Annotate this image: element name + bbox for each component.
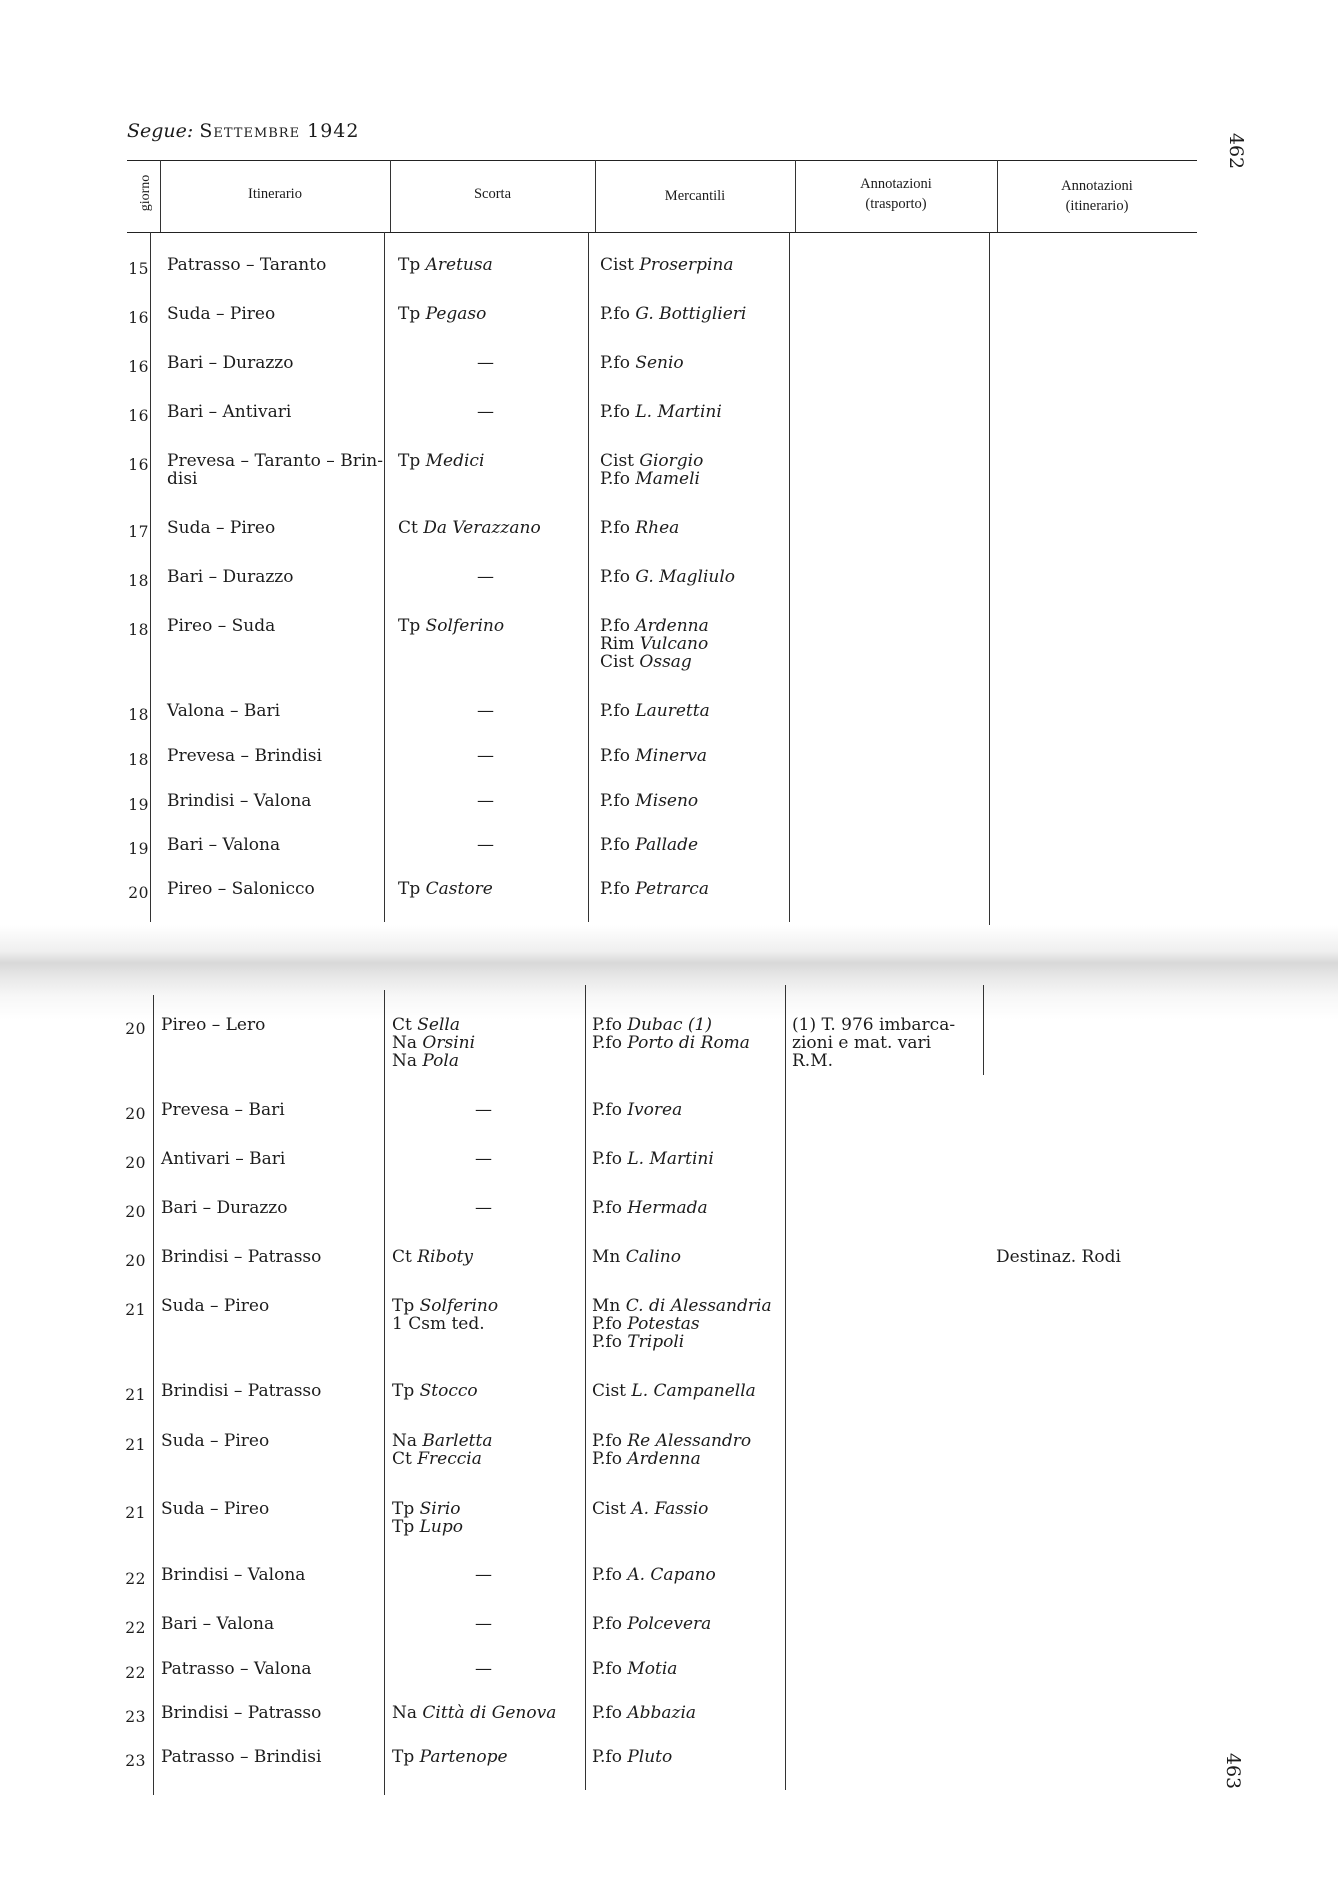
itinerary-cell: Bari – Valona <box>161 1614 275 1634</box>
merchant-ship-name: Giorgio <box>639 451 704 471</box>
escort-type: 1 Csm ted. <box>392 1314 485 1334</box>
itinerary-cell: Bari – Durazzo <box>161 1198 288 1218</box>
merchant-cell <box>600 747 707 765</box>
merchant-line <box>592 1333 772 1351</box>
merchant-cell <box>600 354 684 372</box>
col-divider <box>789 232 790 922</box>
merchant-type: P.fo <box>592 1198 622 1218</box>
col-header-ann-trasporto-line2: (trasporto) <box>865 196 927 212</box>
escort-cell <box>392 1748 508 1766</box>
merchant-ship-name: G. Bottiglieri <box>635 304 747 324</box>
merchant-line <box>592 1660 677 1678</box>
escort-line <box>392 1748 508 1766</box>
merchant-ship-name: Hermada <box>627 1198 708 1218</box>
merchant-cell <box>600 880 709 898</box>
merchant-ship-name: Mameli <box>635 469 700 489</box>
merchant-type: P.fo <box>592 1659 622 1679</box>
merchant-line <box>600 880 709 898</box>
itinerary-cell: Prevesa – Taranto – Brin- disi <box>167 451 383 489</box>
merchant-line <box>592 1034 750 1052</box>
escort-ship-name: Barletta <box>422 1431 493 1451</box>
col-divider <box>588 232 589 922</box>
merchant-cell <box>600 452 703 488</box>
escort-line <box>392 1518 463 1536</box>
merchant-cell <box>592 1297 772 1351</box>
escort-cell <box>392 1704 556 1722</box>
page-title <box>127 120 359 142</box>
merchant-line <box>600 702 710 720</box>
merchant-cell <box>592 1432 751 1468</box>
itinerary-cell: Pireo – Salonicco <box>167 879 315 899</box>
escort-cell <box>398 452 484 470</box>
day-cell: 21 <box>125 1386 146 1404</box>
escort-type: Na <box>392 1051 418 1071</box>
no-escort-dash: — <box>475 1659 492 1679</box>
merchant-cell <box>592 1615 711 1633</box>
escort-type: Tp <box>398 616 421 636</box>
escort-cell <box>392 1432 492 1468</box>
merchant-line <box>600 470 703 488</box>
header-bottom-rule <box>127 232 1197 233</box>
merchant-cell <box>600 836 698 854</box>
escort-type: Tp <box>392 1296 415 1316</box>
merchant-ship-name: Re Alessandro <box>627 1431 752 1451</box>
merchant-line <box>592 1248 681 1266</box>
merchant-ship-name: Petrarca <box>635 879 709 899</box>
escort-cell <box>392 1248 473 1266</box>
merchant-line <box>600 792 698 810</box>
merchant-ship-name: Dubac (1) <box>627 1015 712 1035</box>
merchant-line <box>600 256 734 274</box>
merchant-cell <box>600 256 734 274</box>
escort-ship-name: Stocco <box>419 1381 478 1401</box>
itinerary-cell: Suda – Pireo <box>161 1499 270 1519</box>
col-header-ann-trasporto <box>795 174 997 214</box>
escort-ship-name: Castore <box>425 879 493 899</box>
merchant-type: P.fo <box>600 616 630 636</box>
day-cell: 16 <box>128 407 149 425</box>
escort-type: Na <box>392 1703 418 1723</box>
merchant-ship-name: L. Campanella <box>631 1381 756 1401</box>
itinerary-cell: Brindisi – Valona <box>161 1565 306 1585</box>
merchant-line <box>600 452 703 470</box>
merchant-line <box>592 1566 716 1584</box>
merchant-type: P.fo <box>592 1747 622 1767</box>
day-cell: 18 <box>128 572 149 590</box>
itinerary-cell: Brindisi – Valona <box>167 791 312 811</box>
merchant-type: P.fo <box>600 304 630 324</box>
escort-line <box>392 1704 556 1722</box>
merchant-ship-name: Miseno <box>635 791 699 811</box>
col-divider <box>983 985 984 1075</box>
escort-type: Tp <box>398 255 421 275</box>
merchant-line <box>592 1315 772 1333</box>
day-cell: 20 <box>125 1154 146 1172</box>
merchant-ship-name: Abbazia <box>627 1703 697 1723</box>
merchant-cell <box>600 519 679 537</box>
merchant-ship-name: Vulcano <box>639 634 709 654</box>
merchant-type: P.fo <box>600 469 630 489</box>
page-fold-shadow <box>0 925 1338 1020</box>
col-divider <box>785 985 786 1790</box>
merchant-type: P.fo <box>592 1149 622 1169</box>
merchant-ship-name: Ossag <box>639 652 692 672</box>
merchant-ship-name: Ardenna <box>635 616 709 636</box>
merchant-line <box>592 1101 682 1119</box>
merchant-type: P.fo <box>592 1431 622 1451</box>
merchant-type: P.fo <box>592 1015 622 1035</box>
day-cell: 22 <box>125 1619 146 1637</box>
col-header-giorno: giorno <box>138 174 153 212</box>
escort-type: Tp <box>398 304 421 324</box>
no-escort-dash: — <box>477 353 494 373</box>
escort-ship-name: Partenope <box>419 1747 508 1767</box>
merchant-line <box>592 1704 696 1722</box>
merchant-cell <box>592 1248 681 1266</box>
merchant-cell <box>592 1101 682 1119</box>
merchant-line <box>600 836 698 854</box>
escort-line <box>392 1315 498 1333</box>
escort-line <box>392 1297 498 1315</box>
merchant-line <box>592 1297 772 1315</box>
merchant-ship-name: L. Martini <box>635 402 722 422</box>
merchant-type: P.fo <box>600 791 630 811</box>
day-cell: 21 <box>125 1436 146 1454</box>
escort-line <box>398 452 484 470</box>
itinerary-cell: Bari – Antivari <box>167 402 292 422</box>
merchant-line <box>600 635 709 653</box>
escort-cell <box>392 1382 478 1400</box>
merchant-cell <box>600 702 710 720</box>
itinerary-cell: Brindisi – Patrasso <box>161 1703 322 1723</box>
merchant-type: P.fo <box>600 518 630 538</box>
escort-type: Na <box>392 1033 418 1053</box>
merchant-ship-name: Minerva <box>635 746 708 766</box>
escort-line <box>392 1450 492 1468</box>
day-cell: 19 <box>128 796 149 814</box>
escort-cell <box>398 305 486 323</box>
merchant-ship-name: Polcevera <box>627 1614 712 1634</box>
merchant-ship-name: Rhea <box>635 518 680 538</box>
day-cell: 16 <box>128 309 149 327</box>
merchant-ship-name: Porto di Roma <box>627 1033 750 1053</box>
itinerary-cell: Prevesa – Brindisi <box>167 746 322 766</box>
day-cell: 21 <box>125 1504 146 1522</box>
escort-ship-name: Pegaso <box>425 304 487 324</box>
itinerary-cell: Bari – Durazzo <box>167 353 294 373</box>
merchant-line <box>600 747 707 765</box>
merchant-ship-name: Lauretta <box>635 701 710 721</box>
itinerary-cell: Patrasso – Brindisi <box>161 1747 322 1767</box>
escort-line <box>392 1248 473 1266</box>
escort-ship-name: Solferino <box>425 616 505 636</box>
no-escort-dash: — <box>475 1198 492 1218</box>
escort-ship-name: Solferino <box>419 1296 499 1316</box>
escort-line <box>392 1052 475 1070</box>
annotation-itinerary: Destinaz. Rodi <box>996 1247 1121 1267</box>
col-header-ann-itinerario <box>997 176 1197 216</box>
merchant-line <box>592 1150 714 1168</box>
merchant-type: P.fo <box>600 402 630 422</box>
no-escort-dash: — <box>477 701 494 721</box>
itinerary-cell: Suda – Pireo <box>161 1431 270 1451</box>
merchant-ship-name: Ivorea <box>627 1100 683 1120</box>
itinerary-cell: Brindisi – Patrasso <box>161 1381 322 1401</box>
itinerary-cell: Pireo – Lero <box>161 1015 266 1035</box>
escort-cell <box>398 617 504 635</box>
escort-line <box>398 519 541 537</box>
merchant-ship-name: Pallade <box>635 835 699 855</box>
header-top-rule <box>127 160 1197 161</box>
merchant-line <box>592 1432 751 1450</box>
escort-line <box>398 305 486 323</box>
merchant-line <box>600 653 709 671</box>
escort-type: Tp <box>398 879 421 899</box>
merchant-ship-name: Potestas <box>627 1314 700 1334</box>
merchant-line <box>592 1500 708 1518</box>
merchant-cell <box>592 1660 677 1678</box>
no-escort-dash: — <box>477 567 494 587</box>
escort-type: Na <box>392 1431 418 1451</box>
no-escort-dash: — <box>477 835 494 855</box>
col-divider <box>153 995 154 1795</box>
merchant-line <box>592 1016 750 1034</box>
merchant-type: P.fo <box>600 879 630 899</box>
col-header-ann-trasporto-line1: Annotazioni <box>860 176 932 192</box>
itinerary-cell: Bari – Valona <box>167 835 281 855</box>
escort-line <box>392 1432 492 1450</box>
col-divider <box>989 232 990 927</box>
escort-ship-name: Sella <box>417 1015 460 1035</box>
itinerary-cell: Patrasso – Valona <box>161 1659 312 1679</box>
merchant-cell <box>600 792 698 810</box>
day-cell: 21 <box>125 1301 146 1319</box>
merchant-cell <box>592 1704 696 1722</box>
merchant-line <box>592 1382 756 1400</box>
escort-line <box>392 1500 463 1518</box>
merchant-cell <box>592 1382 756 1400</box>
escort-cell <box>392 1016 475 1070</box>
page-number-top: 462 <box>1225 132 1248 170</box>
escort-cell <box>392 1297 498 1333</box>
title-month: Settembre 1942 <box>199 120 360 142</box>
merchant-type: P.fo <box>592 1703 622 1723</box>
merchant-ship-name: Calino <box>625 1247 681 1267</box>
itinerary-cell: Brindisi – Patrasso <box>161 1247 322 1267</box>
escort-line <box>392 1034 475 1052</box>
merchant-cell <box>600 617 709 671</box>
itinerary-cell: Suda – Pireo <box>167 518 276 538</box>
merchant-ship-name: G. Magliulo <box>635 567 736 587</box>
annotation-transport: (1) T. 976 imbarca- zioni e mat. vari R.M. <box>792 1015 956 1071</box>
escort-ship-name: Freccia <box>417 1449 482 1469</box>
day-cell: 18 <box>128 751 149 769</box>
no-escort-dash: — <box>477 402 494 422</box>
escort-cell <box>392 1500 463 1536</box>
escort-ship-name: Pola <box>422 1051 459 1071</box>
col-divider <box>585 985 586 1790</box>
merchant-line <box>600 403 722 421</box>
merchant-ship-name: Tripoli <box>627 1332 685 1352</box>
escort-cell <box>398 880 493 898</box>
day-cell: 17 <box>128 523 149 541</box>
merchant-type: Mn <box>592 1247 621 1267</box>
page-number-bottom: 463 <box>1222 1752 1245 1790</box>
itinerary-cell: Pireo – Suda <box>167 616 276 636</box>
day-cell: 22 <box>125 1664 146 1682</box>
title-prefix: Segue: <box>127 120 194 142</box>
no-escort-dash: — <box>475 1149 492 1169</box>
escort-type: Tp <box>392 1517 415 1537</box>
escort-type: Ct <box>392 1015 412 1035</box>
day-cell: 20 <box>125 1105 146 1123</box>
escort-ship-name: Sirio <box>419 1499 461 1519</box>
day-cell: 18 <box>128 621 149 639</box>
merchant-type: Cist <box>600 255 634 275</box>
merchant-line <box>592 1748 672 1766</box>
no-escort-dash: — <box>475 1614 492 1634</box>
escort-line <box>398 256 493 274</box>
merchant-ship-name: Motia <box>627 1659 678 1679</box>
day-cell: 22 <box>125 1570 146 1588</box>
merchant-type: Cist <box>600 451 634 471</box>
merchant-type: P.fo <box>592 1033 622 1053</box>
escort-type: Ct <box>392 1449 412 1469</box>
escort-line <box>392 1382 478 1400</box>
merchant-ship-name: A. Fassio <box>631 1499 709 1519</box>
merchant-type: P.fo <box>592 1614 622 1634</box>
day-cell: 20 <box>125 1203 146 1221</box>
merchant-type: Cist <box>600 652 634 672</box>
merchant-type: P.fo <box>592 1449 622 1469</box>
escort-ship-name: Da Verazzano <box>423 518 541 538</box>
escort-cell <box>398 256 493 274</box>
merchant-type: P.fo <box>600 835 630 855</box>
merchant-cell <box>600 403 722 421</box>
escort-line <box>392 1016 475 1034</box>
merchant-line <box>600 568 735 586</box>
day-cell: 23 <box>125 1752 146 1770</box>
merchant-type: Mn <box>592 1296 621 1316</box>
itinerary-cell: Suda – Pireo <box>167 304 276 324</box>
merchant-type: P.fo <box>600 353 630 373</box>
merchant-line <box>600 354 684 372</box>
escort-type: Tp <box>398 451 421 471</box>
merchant-type: P.fo <box>592 1314 622 1334</box>
no-escort-dash: — <box>477 746 494 766</box>
day-cell: 20 <box>128 884 149 902</box>
merchant-cell <box>592 1566 716 1584</box>
day-cell: 15 <box>128 260 149 278</box>
col-header-mercantili: Mercantili <box>664 188 726 204</box>
merchant-type: Cist <box>592 1499 626 1519</box>
escort-ship-name: Riboty <box>417 1247 474 1267</box>
merchant-cell <box>592 1199 708 1217</box>
merchant-line <box>592 1615 711 1633</box>
col-header-itinerario: Itinerario <box>248 186 302 202</box>
escort-type: Ct <box>398 518 418 538</box>
escort-ship-name: Aretusa <box>425 255 493 275</box>
merchant-ship-name: Senio <box>635 353 684 373</box>
day-cell: 20 <box>125 1252 146 1270</box>
day-cell: 19 <box>128 840 149 858</box>
day-cell: 20 <box>125 1020 146 1038</box>
no-escort-dash: — <box>477 791 494 811</box>
escort-ship-name: Orsini <box>422 1033 476 1053</box>
merchant-type: P.fo <box>600 567 630 587</box>
escort-type: Tp <box>392 1381 415 1401</box>
merchant-cell <box>592 1016 750 1052</box>
escort-type: Ct <box>392 1247 412 1267</box>
merchant-line <box>600 519 679 537</box>
itinerary-cell: Patrasso – Taranto <box>167 255 327 275</box>
merchant-line <box>600 617 709 635</box>
merchant-type: Rim <box>600 634 635 654</box>
merchant-line <box>600 305 746 323</box>
escort-ship-name: Medici <box>425 451 485 471</box>
escort-type: Tp <box>392 1499 415 1519</box>
day-cell: 16 <box>128 358 149 376</box>
escort-type: Tp <box>392 1747 415 1767</box>
merchant-cell <box>592 1150 714 1168</box>
merchant-cell <box>600 305 746 323</box>
itinerary-cell: Suda – Pireo <box>161 1296 270 1316</box>
no-escort-dash: — <box>475 1565 492 1585</box>
merchant-type: P.fo <box>600 746 630 766</box>
col-header-scorta: Scorta <box>473 186 512 202</box>
col-header-ann-itinerario-line1: Annotazioni <box>1061 178 1133 194</box>
merchant-type: P.fo <box>592 1100 622 1120</box>
merchant-line <box>592 1450 751 1468</box>
merchant-type: P.fo <box>600 701 630 721</box>
merchant-ship-name: C. di Alessandria <box>625 1296 772 1316</box>
merchant-ship-name: Ardenna <box>627 1449 701 1469</box>
merchant-ship-name: A. Capano <box>627 1565 716 1585</box>
merchant-ship-name: L. Martini <box>627 1149 714 1169</box>
itinerary-cell: Prevesa – Bari <box>161 1100 285 1120</box>
merchant-cell <box>600 568 735 586</box>
merchant-ship-name: Proserpina <box>639 255 734 275</box>
escort-ship-name: Lupo <box>419 1517 463 1537</box>
merchant-type: P.fo <box>592 1332 622 1352</box>
merchant-cell <box>592 1500 708 1518</box>
itinerary-cell: Valona – Bari <box>167 701 281 721</box>
escort-line <box>398 617 504 635</box>
merchant-type: P.fo <box>592 1565 622 1585</box>
merchant-ship-name: Pluto <box>627 1747 673 1767</box>
col-divider <box>150 232 151 922</box>
day-cell: 23 <box>125 1708 146 1726</box>
itinerary-cell: Bari – Durazzo <box>167 567 294 587</box>
escort-ship-name: Città di Genova <box>422 1703 557 1723</box>
merchant-line <box>592 1199 708 1217</box>
col-header-ann-itinerario-line2: (itinerario) <box>1065 198 1129 214</box>
merchant-cell <box>592 1748 672 1766</box>
itinerary-cell: Antivari – Bari <box>161 1149 286 1169</box>
day-cell: 18 <box>128 706 149 724</box>
escort-cell <box>398 519 541 537</box>
no-escort-dash: — <box>475 1100 492 1120</box>
day-cell: 16 <box>128 456 149 474</box>
merchant-type: Cist <box>592 1381 626 1401</box>
escort-line <box>398 880 493 898</box>
